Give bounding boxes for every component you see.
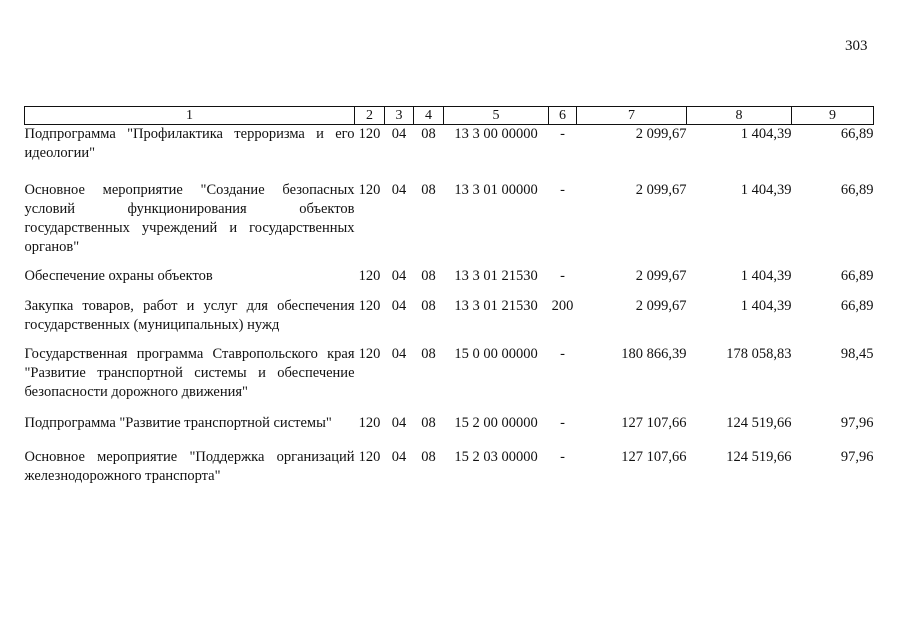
cell-percent: 97,96 <box>840 449 874 465</box>
column-header: 1 <box>25 107 355 125</box>
budget-table <box>24 106 874 486</box>
column-header: 8 <box>687 107 792 125</box>
row-name: Закупка товаров, работ и услуг для обеспечения государственных (муниципальных) нужд <box>24 298 355 333</box>
cell-planned: 2 099,67 <box>635 182 687 198</box>
cell-section: 04 <box>391 298 407 314</box>
cell-executed: 1 404,39 <box>740 126 792 142</box>
column-header: 5 <box>444 107 549 125</box>
table-row <box>25 448 874 486</box>
cell-expense-type: - <box>560 182 565 198</box>
cell-target-article: 13 3 00 00000 <box>454 126 538 142</box>
table-row <box>25 297 874 335</box>
cell-section: 04 <box>391 182 407 198</box>
column-header: 6 <box>549 107 577 125</box>
cell-expense-type: - <box>560 268 565 284</box>
cell-section: 04 <box>391 126 407 142</box>
table-header-row <box>25 107 874 125</box>
column-header: 9 <box>792 107 874 125</box>
cell-percent: 66,89 <box>840 182 874 198</box>
cell-section: 04 <box>391 415 407 431</box>
cell-percent: 66,89 <box>840 268 874 284</box>
cell-target-article: 15 0 00 00000 <box>454 346 538 362</box>
cell-expense-type: - <box>560 415 565 431</box>
table-row <box>25 267 874 286</box>
cell-executed: 178 058,83 <box>726 346 792 362</box>
cell-target-article: 15 2 00 00000 <box>454 415 538 431</box>
cell-percent: 66,89 <box>840 126 874 142</box>
column-header: 4 <box>414 107 444 125</box>
cell-planned: 127 107,66 <box>621 415 687 431</box>
cell-executed: 1 404,39 <box>740 298 792 314</box>
cell-ministry: 120 <box>358 268 381 284</box>
cell-section: 04 <box>391 346 407 362</box>
cell-target-article: 13 3 01 00000 <box>454 182 538 198</box>
table-row <box>25 414 874 433</box>
cell-ministry: 120 <box>358 346 381 362</box>
cell-percent: 97,96 <box>840 415 874 431</box>
cell-executed: 1 404,39 <box>740 182 792 198</box>
column-header: 7 <box>577 107 687 125</box>
table-row <box>25 181 874 257</box>
cell-expense-type: - <box>560 449 565 465</box>
table-row <box>25 125 874 164</box>
cell-ministry: 120 <box>358 449 381 465</box>
row-name: Обеспечение охраны объектов <box>24 268 213 284</box>
cell-target-article: 15 2 03 00000 <box>454 449 538 465</box>
column-header: 2 <box>355 107 385 125</box>
cell-target-article: 13 3 01 21530 <box>454 268 538 284</box>
cell-subsection: 08 <box>421 449 436 465</box>
table-row <box>25 345 874 402</box>
cell-ministry: 120 <box>358 298 381 314</box>
cell-executed: 124 519,66 <box>726 415 792 431</box>
row-name: Подпрограмма "Профилактика терроризма и его идеологии" <box>24 126 355 161</box>
row-name: Подпрограмма "Развитие транспортной системы" <box>24 415 332 431</box>
row-name: Основное мероприятие "Создание безопасных условий функционирования объектов государственных учреждений и государственных органов" <box>24 182 355 255</box>
cell-target-article: 13 3 01 21530 <box>454 298 538 314</box>
cell-ministry: 120 <box>358 415 381 431</box>
cell-executed: 124 519,66 <box>726 449 792 465</box>
cell-planned: 2 099,67 <box>635 298 687 314</box>
cell-planned: 127 107,66 <box>621 449 687 465</box>
cell-subsection: 08 <box>421 268 436 284</box>
cell-executed: 1 404,39 <box>740 268 792 284</box>
cell-ministry: 120 <box>358 182 381 198</box>
cell-subsection: 08 <box>421 346 436 362</box>
cell-section: 04 <box>391 268 407 284</box>
cell-subsection: 08 <box>421 298 436 314</box>
cell-expense-type: - <box>560 346 565 362</box>
row-name: Основное мероприятие "Поддержка организаций железнодорожного транспорта" <box>24 449 355 484</box>
row-name: Государственная программа Ставропольского края "Развитие транспортной системы и обеспечение безопасности дорожного движения" <box>24 346 355 400</box>
cell-planned: 180 866,39 <box>621 346 687 362</box>
column-header: 3 <box>385 107 414 125</box>
cell-expense-type: 200 <box>551 298 574 314</box>
cell-ministry: 120 <box>358 126 381 142</box>
cell-percent: 98,45 <box>840 346 874 362</box>
cell-planned: 2 099,67 <box>635 268 687 284</box>
cell-percent: 66,89 <box>840 298 874 314</box>
cell-subsection: 08 <box>421 126 436 142</box>
cell-section: 04 <box>391 449 407 465</box>
cell-subsection: 08 <box>421 182 436 198</box>
page-number: 303 <box>845 38 868 54</box>
cell-subsection: 08 <box>421 415 436 431</box>
cell-planned: 2 099,67 <box>635 126 687 142</box>
cell-expense-type: - <box>560 126 565 142</box>
